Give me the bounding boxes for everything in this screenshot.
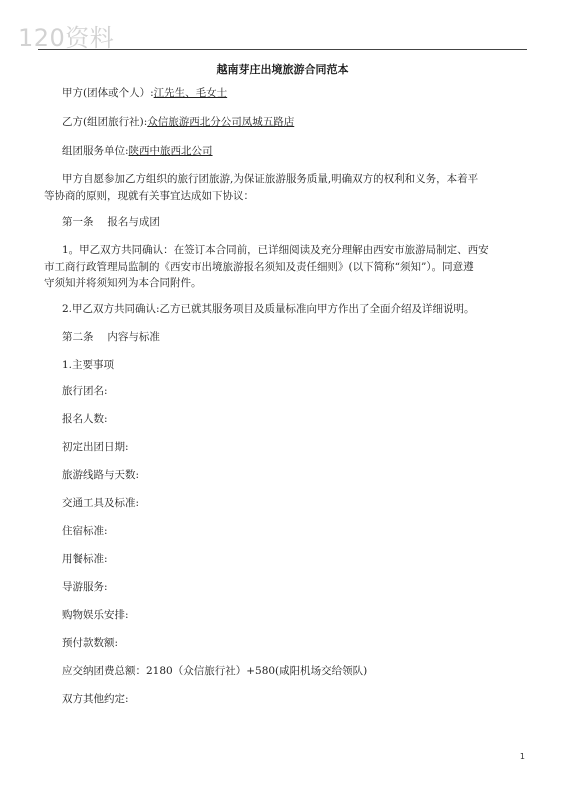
watermark-logo: 120资料 — [18, 24, 115, 52]
header-rule — [38, 49, 527, 50]
service-unit-label: 组团服务单位: — [62, 145, 129, 157]
field-lodging: 住宿标准: — [62, 525, 108, 537]
field-headcount: 报名人数: — [62, 413, 108, 425]
field-meals: 用餐标准: — [62, 553, 108, 565]
party-b-value: 众信旅游西北分公司凤城五路店 — [147, 116, 295, 128]
intro-line-2: 等协商的原则，现就有关事宜达成如下协议： — [44, 189, 254, 202]
clause-1-line-1: 1。甲乙双方共同确认：在签订本合同前，已详细阅读及充分理解由西安市旅游局制定、西安 — [62, 244, 489, 256]
clause-1-line-3: 守须知并将须知列为本合同附件。 — [44, 277, 202, 289]
field-prepayment: 预付款数额: — [62, 637, 119, 649]
article-2-heading: 第二条 内容与标准 — [62, 331, 160, 343]
service-unit-value: 陕西中旅西北公司 — [128, 145, 213, 157]
field-shopping: 购物娱乐安排: — [62, 609, 129, 621]
field-transport: 交通工具及标准: — [62, 497, 140, 509]
article-1-clause-2: 2.甲乙双方共同确认:乙方已就其服务项目及质量标准向甲方作出了全面介绍及详细说明。 — [62, 303, 475, 315]
field-total-fee: 应交纳团费总额：2180（众信旅行社）+580(咸阳机场交给领队) — [62, 665, 368, 677]
intro-line-1: 甲方自愿参加乙方组织的旅行团旅游,为保证旅游服务质量,明确双方的权利和义务，本着平 — [62, 173, 479, 185]
main-items-heading: 1.主要事项 — [62, 359, 115, 371]
intro-paragraph — [44, 171, 522, 204]
page-number: 1 — [519, 752, 525, 761]
field-tour-name: 旅行团名: — [62, 385, 108, 397]
field-guide-service: 导游服务: — [62, 581, 108, 593]
party-b-label: 乙方(组团旅行社): — [62, 116, 148, 128]
field-other-agreements: 双方其他约定: — [62, 693, 129, 705]
field-route-days: 旅游线路与天数: — [62, 469, 140, 481]
clause-1-line-2: 市工商行政管理局监制的《西安市出境旅游报名须知及责任细则》(以下简称“须知”）。同意遵 — [44, 260, 474, 273]
party-a-line — [62, 85, 227, 101]
party-a-value: 江先生、毛女士 — [153, 87, 228, 99]
service-unit-line — [62, 143, 213, 159]
article-1-clause-1 — [44, 242, 522, 292]
field-departure-date: 初定出团日期: — [62, 441, 129, 453]
article-1-heading: 第一条 报名与成团 — [62, 216, 160, 228]
document-title: 越南芽庄出境旅游合同范本 — [216, 63, 349, 76]
party-b-line — [62, 114, 294, 130]
party-a-label: 甲方(团体或个人）: — [62, 87, 154, 99]
